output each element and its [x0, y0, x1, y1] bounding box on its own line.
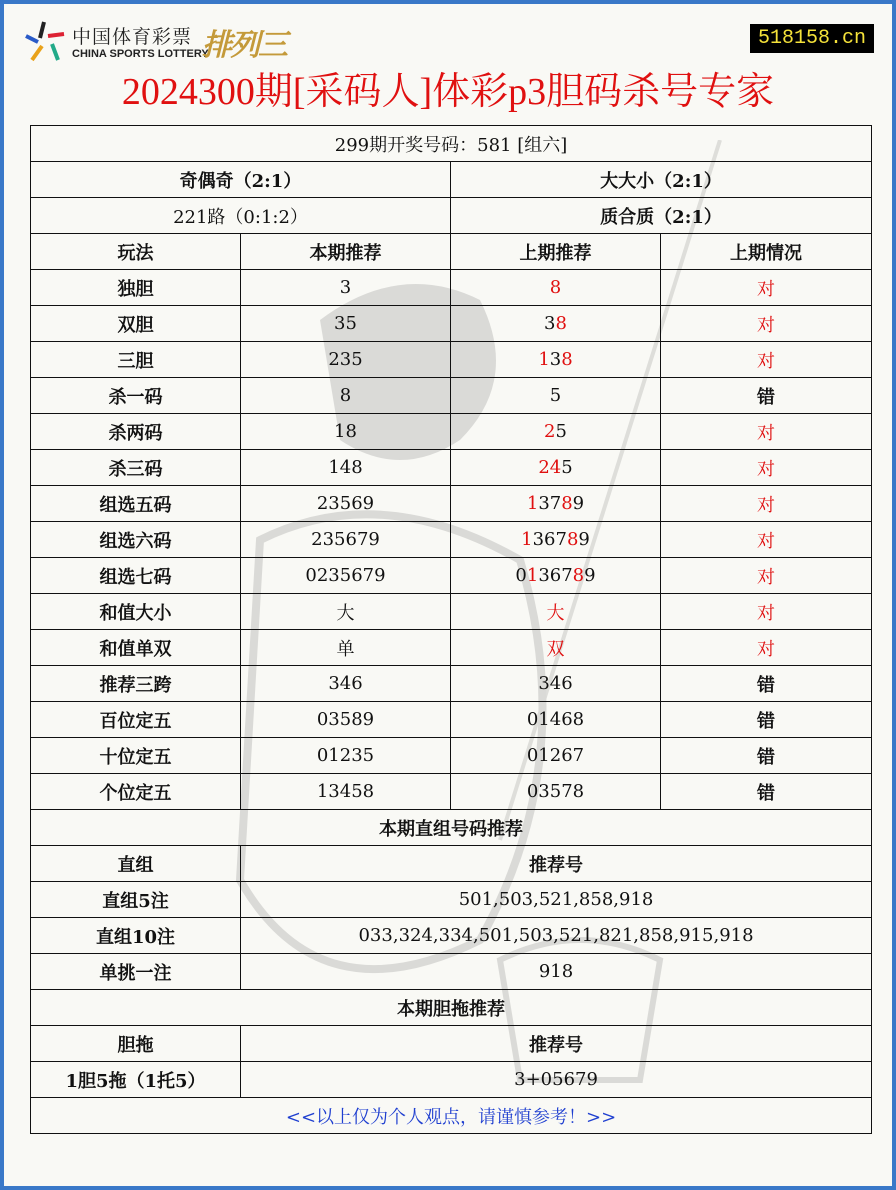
play-name: 组选七码	[31, 558, 241, 594]
miss-digits: 01468	[526, 709, 585, 730]
table-row	[31, 522, 872, 558]
bet-numbers: 033,324,334,501,503,521,821,858,915,918	[241, 918, 872, 954]
previous-recommendation	[451, 774, 661, 810]
miss-digits: 37	[538, 493, 562, 514]
miss-digits: 9	[578, 529, 590, 550]
lottery-star-icon	[22, 20, 68, 62]
play-name: 十位定五	[31, 738, 241, 774]
previous-result: 对	[661, 558, 872, 594]
play-name: 杀两码	[31, 414, 241, 450]
hit-digits: 1	[526, 565, 539, 586]
previous-result: 对	[661, 450, 872, 486]
col-header-result: 上期情况	[661, 234, 872, 270]
current-recommendation: 0235679	[241, 558, 451, 594]
miss-digits: 03578	[526, 781, 585, 802]
table-row	[31, 1062, 872, 1098]
previous-result: 对	[661, 594, 872, 630]
hit-digits: 1	[526, 493, 539, 514]
big-small-pattern: 大大小（2:1）	[451, 162, 872, 198]
previous-recommendation	[451, 270, 661, 306]
current-recommendation: 346	[241, 666, 451, 702]
previous-recommendation	[451, 486, 661, 522]
current-recommendation: 01235	[241, 738, 451, 774]
current-recommendation: 13458	[241, 774, 451, 810]
table-row	[31, 918, 872, 954]
table-row	[31, 774, 872, 810]
miss-digits: 5	[555, 421, 567, 442]
previous-result: 对	[661, 270, 872, 306]
table-row	[31, 594, 872, 630]
play-name: 独胆	[31, 270, 241, 306]
current-recommendation: 23569	[241, 486, 451, 522]
previous-result: 对	[661, 522, 872, 558]
logo-cn-text: 中国体育彩票	[72, 26, 193, 48]
section-title: 本期直组号码推荐	[31, 810, 872, 846]
section-head-value: 推荐号	[241, 846, 872, 882]
previous-recommendation	[451, 666, 661, 702]
previous-recommendation	[451, 702, 661, 738]
hit-digits: 1	[521, 529, 533, 550]
play-name: 和值大小	[31, 594, 241, 630]
section-title: 本期胆拖推荐	[31, 990, 872, 1026]
miss-digits: 0	[515, 565, 527, 586]
current-recommendation: 3	[241, 270, 451, 306]
miss-digits: 5	[561, 457, 573, 478]
play-name: 双胆	[31, 306, 241, 342]
table-row	[31, 954, 872, 990]
table-row	[31, 666, 872, 702]
previous-result: 错	[661, 378, 872, 414]
hit-digits: 2	[544, 421, 556, 442]
previous-recommendation	[451, 594, 661, 630]
current-recommendation: 35	[241, 306, 451, 342]
previous-result: 错	[661, 738, 872, 774]
miss-digits: 9	[584, 565, 596, 586]
previous-result: 错	[661, 702, 872, 738]
table-row	[31, 630, 872, 666]
section-head-type: 胆拖	[31, 1026, 241, 1062]
bet-numbers: 501,503,521,858,918	[241, 882, 872, 918]
table-row	[31, 702, 872, 738]
hit-digits: 8	[566, 529, 579, 550]
previous-result: 对	[661, 486, 872, 522]
miss-digits: 3	[549, 349, 562, 370]
recommendation-table	[30, 125, 872, 1134]
play-name: 百位定五	[31, 702, 241, 738]
current-recommendation: 大	[241, 594, 451, 630]
current-recommendation: 235679	[241, 522, 451, 558]
play-name: 和值单双	[31, 630, 241, 666]
col-header-previous: 上期推荐	[451, 234, 661, 270]
previous-recommendation	[451, 630, 661, 666]
last-draw-result: 299期开奖号码：581 [组六]	[31, 126, 872, 162]
current-recommendation: 03589	[241, 702, 451, 738]
hit-digits: 8	[572, 565, 585, 586]
miss-digits: 3	[544, 313, 556, 334]
previous-result: 错	[661, 774, 872, 810]
logo-game-text: 排列三	[202, 28, 286, 63]
bet-numbers: 3+05679	[241, 1062, 872, 1098]
play-name: 三胆	[31, 342, 241, 378]
col-header-current: 本期推荐	[241, 234, 451, 270]
col-header-play: 玩法	[31, 234, 241, 270]
bet-type: 1胆5拖（1托5）	[31, 1062, 241, 1098]
page-title: 2024300期[采码人]体彩p3胆码杀号专家	[121, 71, 775, 113]
table-row	[31, 450, 872, 486]
route-pattern: 221路（0:1:2）	[31, 198, 451, 234]
table-row	[31, 342, 872, 378]
hit-digits: 双	[546, 638, 565, 660]
odd-even-pattern: 奇偶奇（2:1）	[31, 162, 451, 198]
hit-digits: 8	[555, 313, 567, 334]
table-row	[31, 738, 872, 774]
bet-type: 直组10注	[31, 918, 241, 954]
play-name: 推荐三跨	[31, 666, 241, 702]
previous-result: 对	[661, 414, 872, 450]
previous-recommendation	[451, 378, 661, 414]
table-row	[31, 882, 872, 918]
section-head-type: 直组	[31, 846, 241, 882]
hit-digits: 8	[549, 277, 562, 298]
previous-recommendation	[451, 306, 661, 342]
play-name: 组选六码	[31, 522, 241, 558]
current-recommendation: 单	[241, 630, 451, 666]
previous-recommendation	[451, 450, 661, 486]
logo-en-text: CHINA SPORTS LOTTERY	[72, 48, 209, 60]
previous-recommendation	[451, 558, 661, 594]
current-recommendation: 148	[241, 450, 451, 486]
play-name: 个位定五	[31, 774, 241, 810]
hit-digits: 24	[538, 457, 562, 478]
previous-recommendation	[451, 414, 661, 450]
previous-recommendation	[451, 522, 661, 558]
current-recommendation: 8	[241, 378, 451, 414]
play-name: 杀三码	[31, 450, 241, 486]
previous-result: 对	[661, 342, 872, 378]
table-row	[31, 558, 872, 594]
table-row	[31, 486, 872, 522]
table-row	[31, 414, 872, 450]
hit-digits: 8	[561, 493, 573, 514]
prime-pattern: 质合质（2:1）	[451, 198, 872, 234]
table-row	[31, 378, 872, 414]
bet-numbers: 918	[241, 954, 872, 990]
table-row	[31, 270, 872, 306]
bet-type: 直组5注	[31, 882, 241, 918]
miss-digits: 01267	[526, 745, 585, 766]
previous-recommendation	[451, 738, 661, 774]
miss-digits: 367	[532, 529, 567, 550]
hit-digits: 8	[561, 349, 573, 370]
current-recommendation: 235	[241, 342, 451, 378]
miss-digits: 346	[538, 673, 573, 694]
previous-recommendation	[451, 342, 661, 378]
miss-digits: 9	[572, 493, 585, 514]
miss-digits: 5	[549, 385, 562, 406]
previous-result: 错	[661, 666, 872, 702]
previous-result: 对	[661, 306, 872, 342]
miss-digits: 367	[538, 565, 573, 586]
hit-digits: 大	[546, 602, 565, 624]
previous-result: 对	[661, 630, 872, 666]
play-name: 杀一码	[31, 378, 241, 414]
site-badge: 518158.cn	[750, 24, 874, 53]
bet-type: 单挑一注	[31, 954, 241, 990]
hit-digits: 1	[538, 349, 550, 370]
section-head-value: 推荐号	[241, 1026, 872, 1062]
current-recommendation: 18	[241, 414, 451, 450]
table-row	[31, 306, 872, 342]
disclaimer: <<以上仅为个人观点，请谨慎参考！>>	[31, 1098, 872, 1134]
play-name: 组选五码	[31, 486, 241, 522]
